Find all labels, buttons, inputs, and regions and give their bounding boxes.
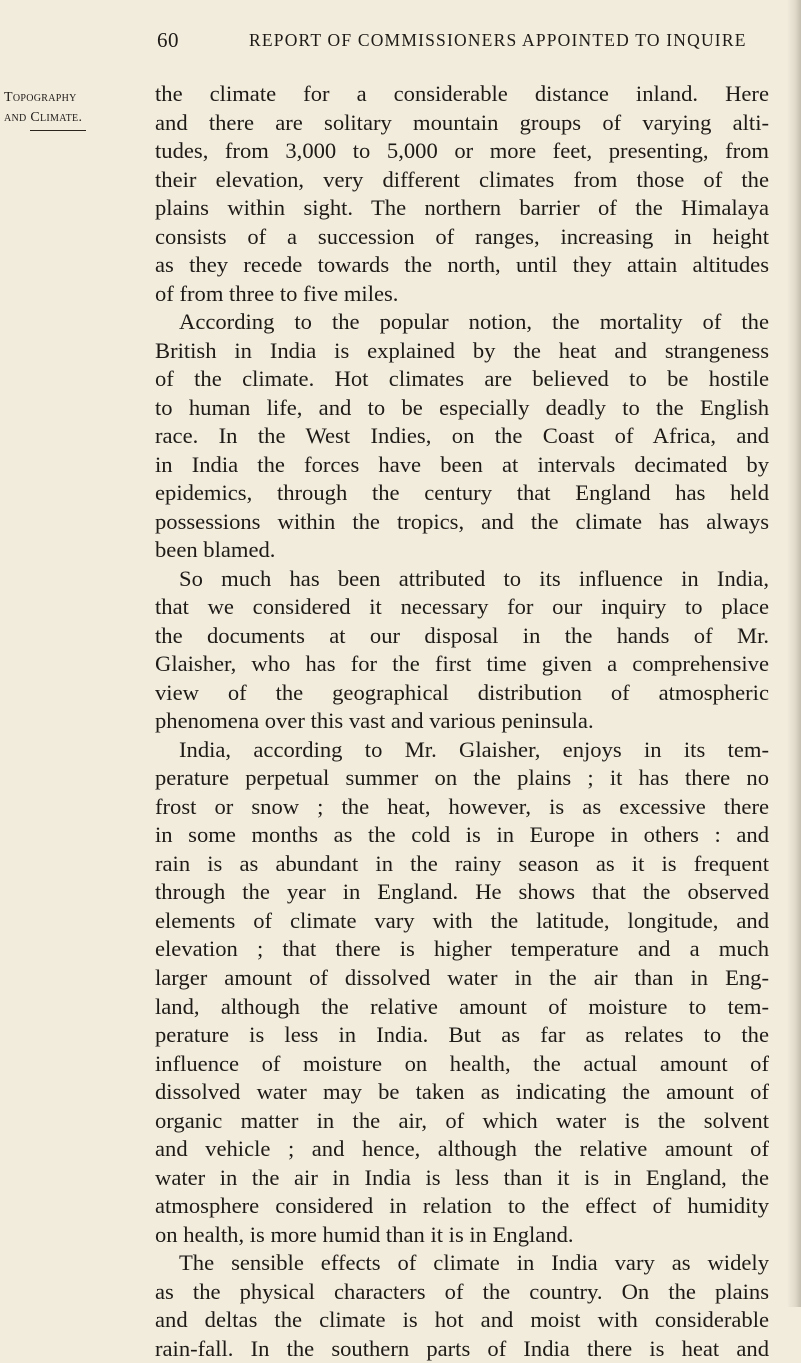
text-line: as they recede towards the north, until they attain altitudes (155, 252, 769, 278)
text-line: through the year in England. He shows that the observed (155, 879, 769, 905)
margin-note-underline (30, 130, 86, 131)
text-line: India, according to Mr. Glaisher, enjoys in its tem- (179, 736, 769, 762)
text-line: of from three to five miles. (155, 280, 399, 306)
text-line: So much has been attributed to its influence in India, (179, 565, 769, 591)
text-line: in some months as the cold is in Europe in others : and (155, 822, 769, 848)
text-line: larger amount of dissolved water in the air than in Eng- (155, 964, 769, 990)
text-line: of the climate. Hot climates are believed to be hostile (155, 366, 769, 392)
text-line: According to the popular notion, the mortality of the (179, 309, 769, 335)
page-header (0, 28, 801, 58)
text-line: British in India is explained by the heat and strangeness (155, 337, 769, 363)
text-line: view of the geographical distribution of atmospheric (155, 679, 769, 705)
text-line: to human life, and to be especially deadly to the English (155, 394, 769, 420)
text-line: their elevation, very different climates from those of the (155, 166, 769, 192)
text-line: possessions within the tropics, and the climate has always (155, 508, 769, 534)
text-line: that we considered it necessary for our inquiry to place (155, 594, 769, 620)
text-line: perature is less in India. But as far as relates to the (155, 1022, 769, 1048)
text-line: land, although the relative amount of moisture to tem- (155, 993, 769, 1019)
text-line: phenomena over this vast and various peninsula. (155, 708, 594, 734)
text-line: water in the air in India is less than it is in England, the (155, 1164, 769, 1190)
text-line: consists of a succession of ranges, increasing in height (155, 223, 769, 249)
text-line: rain is as abundant in the rainy season as it is frequent (155, 850, 769, 876)
text-line: frost or snow ; the heat, however, is as excessive there (155, 793, 769, 819)
text-line: been blamed. (155, 537, 276, 563)
text-line: plains within sight. The northern barrier of the Himalaya (155, 195, 769, 221)
text-line: the documents at our disposal in the hands of Mr. (155, 622, 769, 648)
body-text (155, 80, 769, 1363)
text-line: epidemics, through the century that England has held (155, 480, 769, 506)
text-line: Glaisher, who has for the first time given a comprehensive (155, 651, 769, 677)
text-line: on health, is more humid than it is in England. (155, 1221, 574, 1247)
margin-note-line: and Climate. (4, 110, 83, 125)
text-line: The sensible effects of climate in India vary as widely (179, 1250, 769, 1276)
text-line: and there are solitary mountain groups of varying alti- (155, 109, 769, 135)
page-edge-shadow (787, 0, 801, 1307)
text-line: the climate for a considerable distance inland. Here (155, 81, 769, 106)
text-line: race. In the West Indies, on the Coast of Africa, and (155, 423, 769, 449)
text-line: and vehicle ; and hence, although the relative amount of (155, 1136, 769, 1162)
page-number: 60 (157, 28, 179, 52)
text-line: organic matter in the air, of which water is the solvent (155, 1107, 769, 1133)
running-head: REPORT OF COMMISSIONERS APPOINTED TO INQUIRE (249, 30, 747, 50)
text-line: and deltas the climate is hot and moist with considerable (155, 1307, 769, 1333)
text-line: perature perpetual summer on the plains ; it has there no (155, 765, 769, 791)
text-line: elements of climate vary with the latitude, longitude, and (155, 907, 769, 933)
margin-note (4, 88, 124, 128)
text-line: dissolved water may be taken as indicating the amount of (155, 1079, 769, 1105)
text-line: influence of moisture on health, the actual amount of (155, 1050, 769, 1076)
text-line: rain-fall. In the southern parts of India there is heat and (155, 1335, 769, 1361)
margin-note-line: Topography (4, 90, 77, 105)
text-line: in India the forces have been at intervals decimated by (155, 451, 769, 477)
text-line: atmosphere considered in relation to the effect of humidity (155, 1193, 769, 1219)
text-line: elevation ; that there is higher temperature and a much (155, 936, 769, 962)
text-line: tudes, from 3,000 to 5,000 or more feet, presenting, from (155, 138, 769, 164)
text-line: as the physical characters of the country. On the plains (155, 1278, 769, 1304)
